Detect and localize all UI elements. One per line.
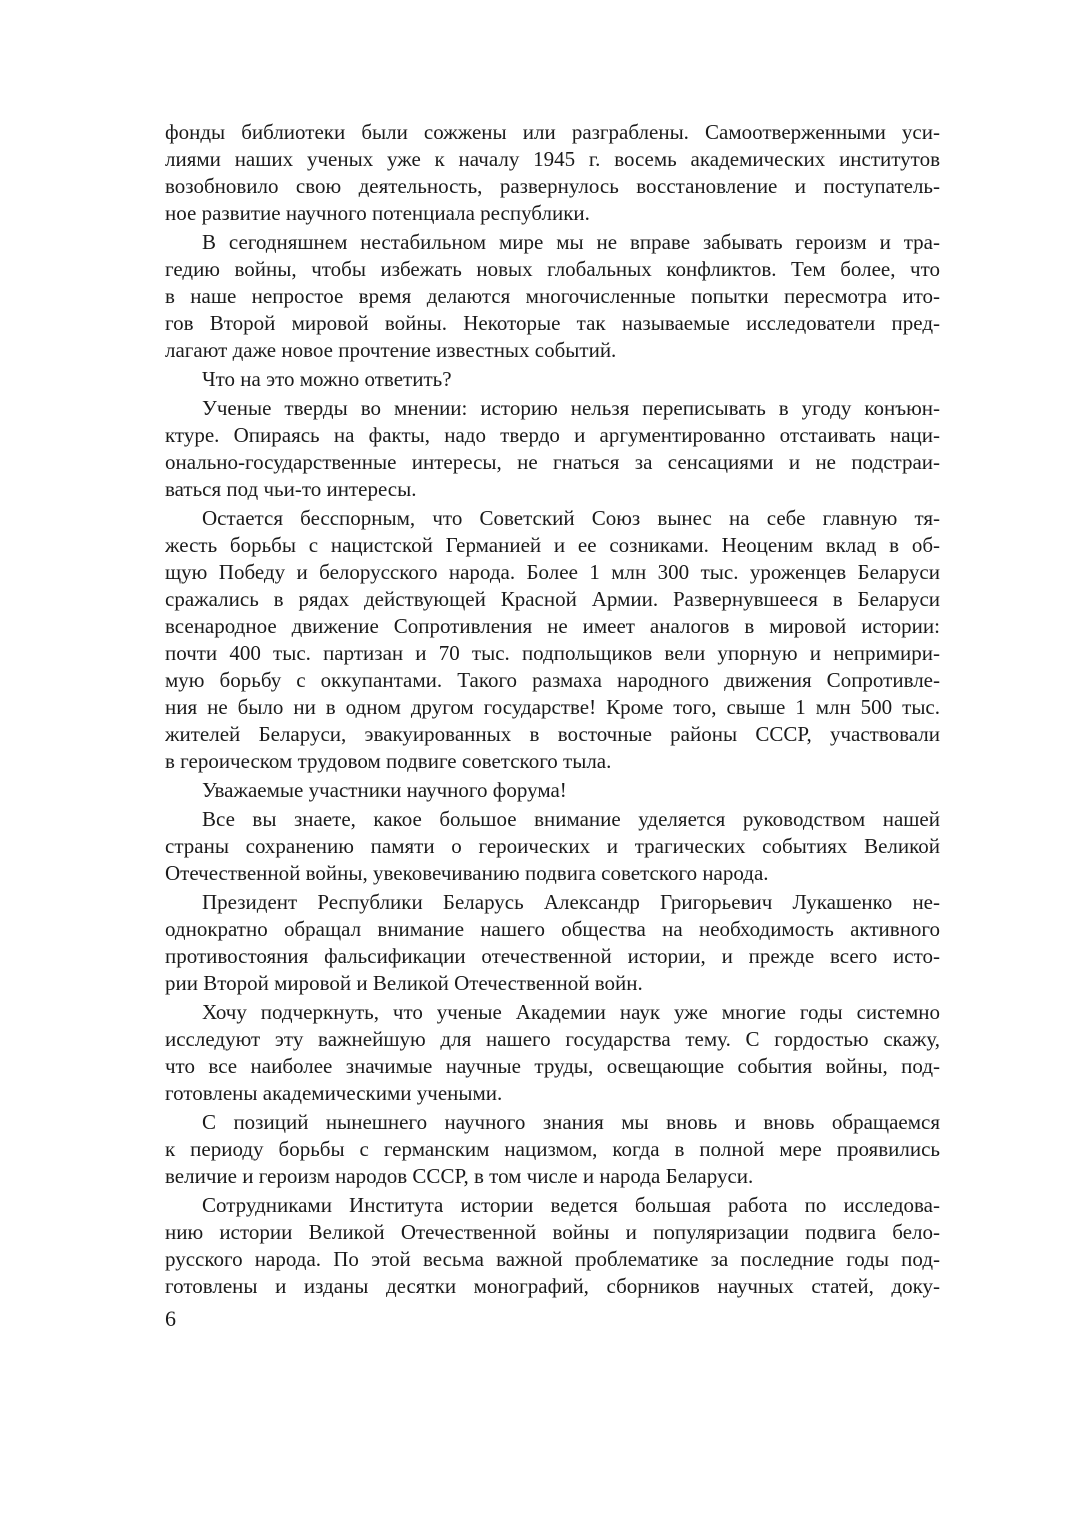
text-line: Все вы знаете, какое большое внимание уделяется руководством нашей [202, 807, 940, 831]
text-line: величие и героизм народов СССР, в том числе и народа Беларуси. [165, 1164, 754, 1188]
text-line: возобновило свою деятельность, развернулось восстановление и поступатель- [165, 174, 940, 198]
text-line: В сегодняшнем нестабильном мире мы не вправе забывать героизм и тра- [202, 230, 940, 254]
text-line: почти 400 тыс. партизан и 70 тыс. подпольщиков вели упорную и непримири- [165, 641, 940, 665]
paragraph [165, 777, 940, 804]
page-number: 6 [165, 1306, 176, 1331]
text-line: ваться под чьи-то интересы. [165, 477, 417, 501]
text-line: нию истории Великой Отечественной войны и популяризации подвига бело- [165, 1220, 940, 1244]
paragraph [165, 505, 940, 775]
text-line: Уважаемые участники научного форума! [202, 778, 567, 802]
text-line: к периоду борьбы с германским нацизмом, когда в полной мере проявились [165, 1137, 940, 1161]
text-line: рии Второй мировой и Великой Отечественной войн. [165, 971, 643, 995]
text-line: жителей Беларуси, эвакуированных в восточные районы СССР, участвовали [165, 722, 940, 746]
text-line: Что на это можно ответить? [202, 367, 452, 391]
text-line: Хочу подчеркнуть, что ученые Академии наук уже многие годы системно [202, 1000, 940, 1024]
text-line: страны сохранению памяти о героических и трагических событиях Великой [165, 834, 940, 858]
text-line: Ученые тверды во мнении: историю нельзя переписывать в угоду конъюн- [202, 396, 940, 420]
text-line: жесть борьбы с нацистской Германией и ее созниками. Неоценим вклад в об- [165, 533, 940, 557]
text-line: Отечественной войны, увековечиванию подвига советского народа. [165, 861, 769, 885]
text-line: сражались в рядах действующей Красной Армии. Развернувшееся в Беларуси [165, 587, 940, 611]
text-line: онально-государственные интересы, не гнаться за сенсациями и не подстраи- [165, 450, 940, 474]
paragraph [165, 999, 940, 1107]
body-text [165, 119, 940, 1300]
text-line: в героическом трудовом подвиге советского тыла. [165, 749, 612, 773]
text-line: всенародное движение Сопротивления не имеет аналогов в мировой истории: [165, 614, 940, 638]
text-line: Остается бесспорным, что Советский Союз вынес на себе главную тя- [202, 506, 940, 530]
text-line: противостояния фальсификации отечественной истории, и прежде всего исто- [165, 944, 940, 968]
text-line: Президент Республики Беларусь Александр Григорьевич Лукашенко не- [202, 890, 940, 914]
text-line: русского народа. По этой весьма важной проблематике за последние годы под- [165, 1247, 940, 1271]
paragraph [165, 119, 940, 227]
text-line: гов Второй мировой войны. Некоторые так называемые исследователи пред- [165, 311, 940, 335]
text-line: ное развитие научного потенциала республики. [165, 201, 590, 225]
text-line: Сотрудниками Института истории ведется большая работа по исследова- [202, 1193, 940, 1217]
text-line: ния не было ни в одном другом государстве! Кроме того, свыше 1 млн 500 тыс. [165, 695, 940, 719]
paragraph [165, 229, 940, 364]
text-line: лиями наших ученых уже к началу 1945 г. восемь академических институтов [165, 147, 940, 171]
text-line: фонды библиотеки были сожжены или разграблены. Самоотверженными уси- [165, 120, 940, 144]
text-line: гедию войны, чтобы избежать новых глобальных конфликтов. Тем более, что [165, 257, 940, 281]
paragraph [165, 1192, 940, 1300]
text-line: готовлены академическими учеными. [165, 1081, 503, 1105]
text-line: лагают даже новое прочтение известных событий. [165, 338, 617, 362]
text-line: в наше непростое время делаются многочисленные попытки пересмотра ито- [165, 284, 940, 308]
text-line: готовлены и изданы десятки монографий, сборников научных статей, доку- [165, 1274, 940, 1298]
text-line: исследуют эту важнейшую для нашего государства тему. С гордостью скажу, [165, 1027, 940, 1051]
paragraph [165, 806, 940, 887]
text-line: мую борьбу с оккупантами. Такого размаха народного движения Сопротивле- [165, 668, 940, 692]
paragraph [165, 395, 940, 503]
paragraph [165, 1109, 940, 1190]
paragraph [165, 366, 940, 393]
text-line: С позиций нынешнего научного знания мы вновь и вновь обращаемся [202, 1110, 940, 1134]
text-line: ктуре. Опираясь на факты, надо твердо и аргументированно отстаивать наци- [165, 423, 940, 447]
text-line: однократно обращал внимание нашего общества на необходимость активного [165, 917, 940, 941]
text-line: щую Победу и белорусского народа. Более 1 млн 300 тыс. уроженцев Беларуси [165, 560, 940, 584]
paragraph [165, 889, 940, 997]
text-line: что все наиболее значимые научные труды, освещающие события войны, под- [165, 1054, 940, 1078]
